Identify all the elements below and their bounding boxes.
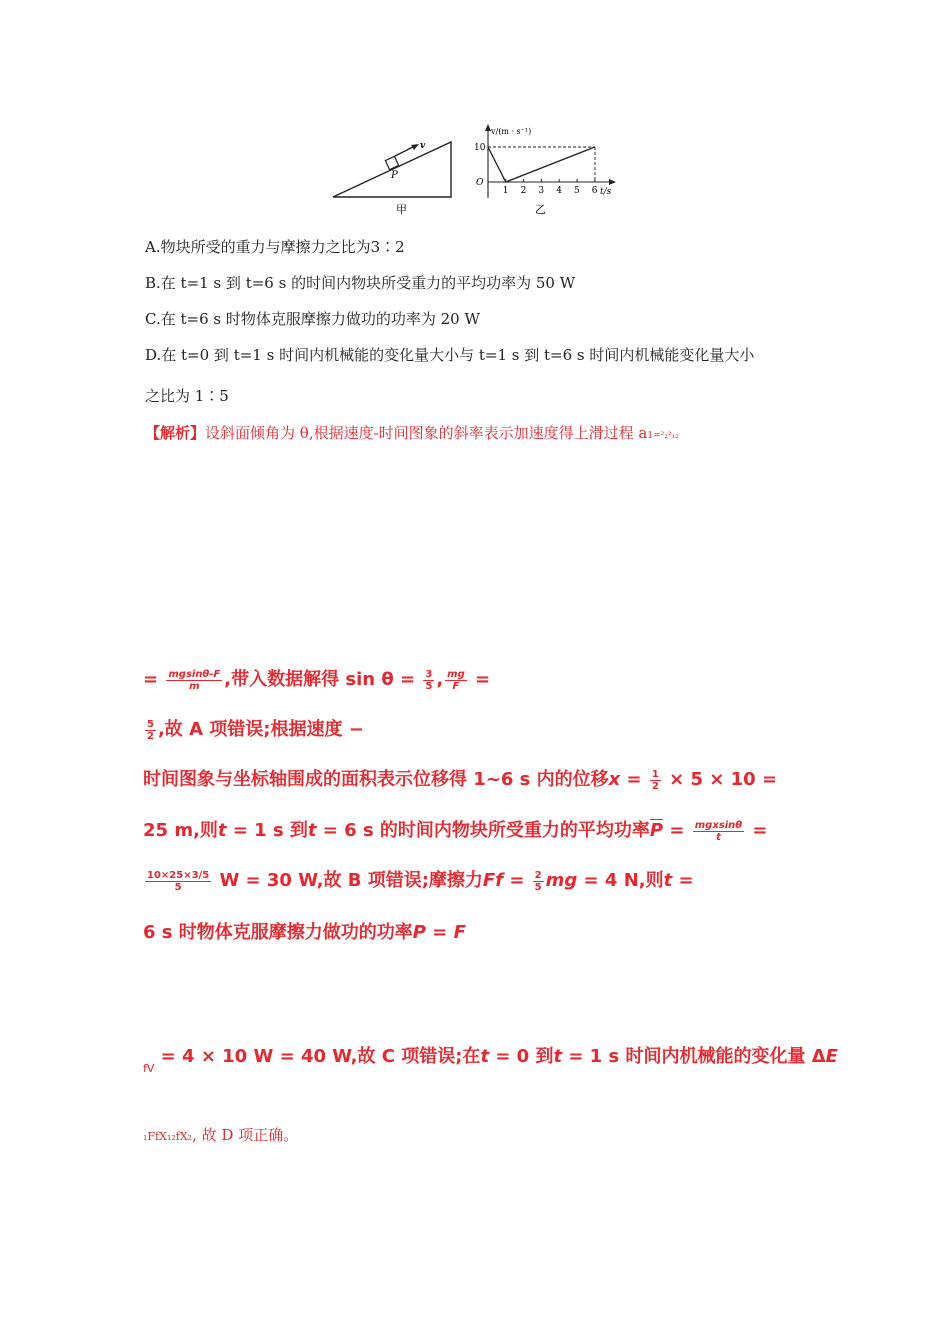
- solution-intro: [145, 422, 679, 443]
- line-3-tail: × 5 × 10 =: [662, 769, 778, 790]
- incline-caption: 甲: [396, 203, 407, 216]
- line-5-tail: = 4 N,则: [577, 870, 664, 891]
- power-den: t: [716, 831, 721, 843]
- ratio-result-den: 2: [147, 730, 154, 742]
- solution-line-2: [143, 715, 364, 742]
- x-tick-label: 6: [591, 186, 598, 196]
- solution-line-4: [143, 816, 768, 843]
- option-a: A.物块所受的重力与摩擦力之比为3∶2: [145, 238, 405, 256]
- ratio-result-num: 5: [147, 718, 154, 730]
- line-5-mg: mg: [545, 870, 578, 891]
- option-c: C.在 t=6 s 时物体克服摩擦力做功的功率为 20 W: [145, 310, 480, 328]
- eq-sign: =: [143, 669, 165, 690]
- accel-denominator: m: [189, 680, 200, 692]
- option-d-line2: 之比为 1∶5: [145, 387, 229, 405]
- velocity-arrowhead: [411, 144, 419, 150]
- line-6-f: F: [453, 922, 466, 943]
- solution-intro-text: 设斜面倾角为 θ,根据速度-时间图象的斜率表示加速度得上滑过程 a: [205, 424, 648, 442]
- line-6-eq: =: [425, 922, 454, 943]
- line-3-text: 时间图象与坐标轴围成的面积表示位移得 1~6 s 内的位移: [143, 769, 609, 790]
- line-5-text: W = 30 W,故 B 项错误;摩擦力: [213, 870, 483, 891]
- line-7-text: = 4 × 10 W = 40 W,故 C 项错误;在: [154, 1046, 481, 1067]
- solution-intro-tail: 1=²₂²₁₂: [647, 431, 679, 441]
- ratio-numerator: mg: [447, 668, 465, 680]
- line-2-text: ,故 A 项错误;根据速度 −: [157, 719, 364, 740]
- half-den: 2: [651, 780, 659, 792]
- figure-area: [320, 118, 630, 222]
- incline-diagram: [333, 141, 451, 216]
- ratio-denominator: F: [452, 680, 460, 692]
- sin-numerator: 3: [425, 668, 433, 680]
- line-6-text: 6 s 时物体克服摩擦力做功的功率: [143, 922, 413, 943]
- x-tick-label: 5: [574, 186, 580, 196]
- sin-denominator: 5: [425, 680, 433, 692]
- solution-line-3: [143, 765, 777, 792]
- y-tick-10: 10: [474, 143, 486, 153]
- line-4-e: =: [746, 820, 768, 841]
- line-7-e: E: [825, 1046, 838, 1067]
- x-tick-label: 3: [538, 186, 545, 196]
- line-7-b: = 0 到: [489, 1046, 554, 1067]
- accel-numerator: mgsinθ-F: [168, 668, 221, 680]
- solution-tag: 【解析】: [145, 424, 206, 442]
- line-6-p: P: [412, 922, 426, 943]
- point-p-label: P: [391, 170, 398, 181]
- x-axis-arrow: [609, 179, 616, 185]
- power-fraction: [693, 820, 744, 843]
- vt-graph: [474, 124, 616, 216]
- line-7-c: = 1 s 时间内机械能的变化量 Δ: [562, 1046, 826, 1067]
- sin-fraction: [423, 669, 434, 692]
- x-tick-label: 4: [556, 186, 562, 196]
- sin-text: ,带入数据解得 sin θ =: [224, 669, 422, 690]
- comma: ,: [436, 669, 444, 690]
- line-4-c: = 6 s 的时间内物块所受重力的平均功率: [316, 820, 650, 841]
- line-7-t2: t: [553, 1046, 563, 1067]
- x-tick-label: 2: [520, 186, 527, 196]
- line-4-t1: t: [217, 820, 227, 841]
- line-4-a: 25 m,则: [143, 820, 218, 841]
- option-d-line1: D.在 t=0 到 t=1 s 时间内机械能的变化量大小与 t=1 s 到 t=6 s 时间内机械能变化量大小: [145, 346, 755, 364]
- x-tick-label: 1: [502, 186, 509, 196]
- graph-caption: 乙: [535, 203, 546, 216]
- line-8-b: fX₁₂fX₂: [155, 1130, 193, 1143]
- x-axis-label: t/s: [600, 187, 612, 197]
- solution-line-7: [143, 1042, 838, 1075]
- line-5-t: t: [663, 870, 673, 891]
- eq-tail: =: [468, 669, 491, 690]
- solution-line-6: [143, 918, 466, 944]
- line-5-end: =: [672, 870, 694, 891]
- line-5-eq: =: [503, 870, 531, 891]
- y-axis-label: v/(m · s⁻¹): [491, 127, 532, 136]
- ratio-fraction: [445, 669, 467, 692]
- line-4-pbar: $\overline{P}$: [649, 820, 664, 841]
- friction-num: 2: [534, 869, 542, 881]
- velocity-label: v: [420, 141, 426, 151]
- power-num: mgxsinθ: [694, 819, 743, 831]
- origin-label: O: [476, 178, 484, 188]
- friction-den: 5: [534, 881, 542, 893]
- friction-fraction: [533, 870, 544, 893]
- line-3-eq: =: [620, 769, 648, 790]
- velocity-series-line: [488, 147, 595, 182]
- line-7-sub: fV: [143, 1062, 155, 1075]
- ratio-result-fraction: [145, 719, 156, 742]
- accel-fraction: [166, 669, 222, 692]
- half-num: 1: [651, 768, 659, 780]
- solution-line-1: [143, 665, 490, 692]
- line-4-d: =: [663, 820, 691, 841]
- line-7-t1: t: [480, 1046, 490, 1067]
- power-value-den: 5: [174, 881, 182, 893]
- half-fraction: [650, 769, 661, 792]
- line-8-a: ₁F: [143, 1130, 156, 1143]
- option-b: B.在 t=1 s 到 t=6 s 的时间内物块所受重力的平均功率为 50 W: [145, 274, 576, 292]
- line-8-tail: , 故 D 项正确。: [192, 1126, 299, 1144]
- power-value-fraction: [145, 870, 211, 893]
- solution-line-8: [143, 1124, 298, 1145]
- line-5-ff: Ff: [482, 870, 504, 891]
- line-4-b: = 1 s 到: [226, 820, 308, 841]
- line-3-x: x: [608, 769, 621, 790]
- power-value-num: 10×25×3/5: [147, 869, 210, 881]
- line-4-t2: t: [307, 820, 317, 841]
- solution-line-5: [143, 866, 694, 893]
